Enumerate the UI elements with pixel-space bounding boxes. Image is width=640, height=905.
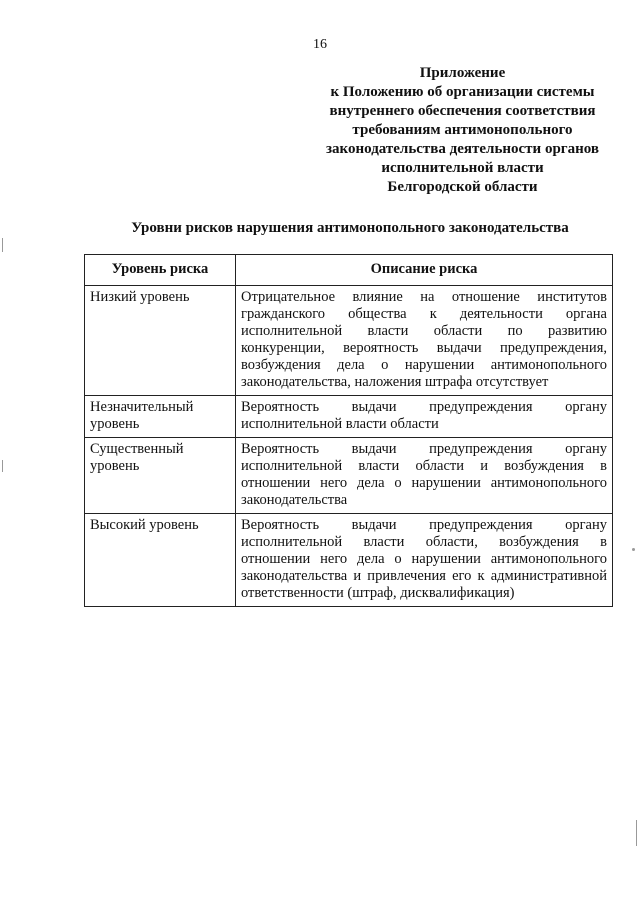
risk-description-cell: Вероятность выдачи предупреждения органу исполнительной власти области, возбуждения в отношении него дела о нарушении антимонопольного законодательства и привлечения его к административной ответственности (штраф, дисквалификация) (236, 514, 613, 607)
appendix-line: требованиям антимонопольного (352, 122, 573, 138)
page-number: 16 (313, 37, 327, 52)
scan-artifact (636, 820, 637, 846)
risk-description-cell: Вероятность выдачи предупреждения органу исполнительной власти области (236, 396, 613, 438)
risk-description-cell: Вероятность выдачи предупреждения органу исполнительной власти области и возбуждения в отношении него дела о нарушении антимонопольного законодательства (236, 438, 613, 514)
scan-artifact (2, 238, 3, 252)
table-row (85, 396, 613, 438)
risk-levels-table (84, 254, 613, 607)
appendix-line: исполнительной власти (381, 160, 544, 176)
column-header-level: Уровень риска (85, 255, 236, 286)
document-title: Уровни рисков нарушения антимонопольного законодательства (131, 220, 569, 236)
appendix-line: Приложение (419, 65, 506, 81)
risk-description-cell: Отрицательное влияние на отношение институтов гражданского общества к деятельности органа исполнительной власти области по развитию конкуренции, вероятность выдачи предупреждения, возбуждения дела о нарушении антимонопольного законодательства, наложения штрафа отсутствует (236, 286, 613, 396)
scan-artifact (632, 548, 635, 551)
scan-artifact (2, 460, 3, 472)
risk-level-cell: Незначительный уровень (85, 396, 236, 438)
table-row (85, 286, 613, 396)
appendix-header (300, 64, 625, 197)
appendix-line: к Положению об организации системы (330, 84, 595, 100)
risk-level-cell: Существенный уровень (85, 438, 236, 514)
table-row (85, 514, 613, 607)
appendix-line: Белгородской области (387, 179, 538, 195)
table-row (85, 438, 613, 514)
risk-level-cell: Низкий уровень (85, 286, 236, 396)
table-header-row (85, 255, 613, 286)
column-header-description: Описание риска (236, 255, 613, 286)
risk-level-cell: Высокий уровень (85, 514, 236, 607)
appendix-line: внутреннего обеспечения соответствия (329, 103, 596, 119)
appendix-line: законодательства деятельности органов (326, 141, 599, 157)
